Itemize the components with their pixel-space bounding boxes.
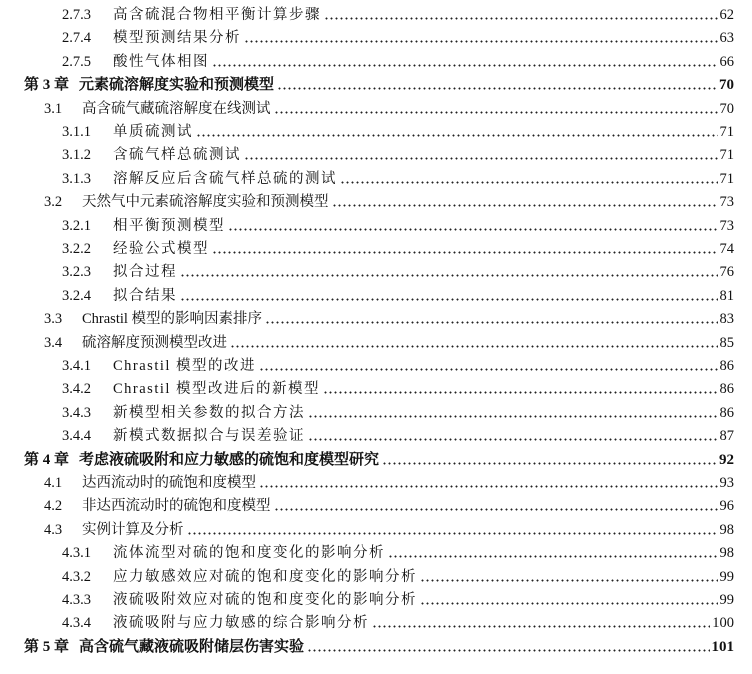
dot-leader — [372, 625, 710, 628]
toc-entry-title: Chrastil 模型的影响因素排序 — [82, 311, 263, 328]
toc-entry-page-number: 100 — [712, 615, 734, 632]
toc-entry-title: 流体流型对硫的饱和度变化的影响分析 — [113, 545, 385, 562]
toc-entry-number: 3.4.3 — [62, 404, 91, 421]
toc-entry-title: 拟合结果 — [113, 287, 177, 304]
toc-entry-title: 高含硫混合物相平衡计算步骤 — [113, 7, 321, 23]
toc-entry-number: 4.2 — [44, 498, 63, 515]
toc-subsection-entry[interactable] — [62, 215, 734, 238]
toc-entry-number: 3.4.2 — [62, 381, 91, 398]
toc-subsection-entry[interactable] — [62, 425, 734, 448]
toc-entry-page-number: 93 — [719, 475, 734, 491]
toc-entry-number: 4.3 — [44, 521, 63, 538]
toc-entry-page-number: 86 — [719, 404, 734, 421]
toc-entry-title: Chrastil 模型的改进 — [113, 358, 257, 374]
toc-entry-number: 第 3 章 — [24, 77, 70, 94]
toc-entry-title: 高含硫气藏硫溶解度在线测试 — [82, 100, 271, 117]
dot-leader — [265, 321, 717, 324]
dot-leader — [323, 391, 717, 394]
toc-entry-number: 3.3 — [44, 311, 63, 328]
toc-chapter-entry[interactable] — [24, 636, 734, 659]
toc-entry-number: 3.2.4 — [62, 287, 91, 304]
toc-subsection-entry[interactable] — [62, 612, 734, 635]
toc-entry-page-number: 62 — [719, 7, 734, 23]
toc-subsection-entry[interactable] — [62, 566, 734, 589]
toc-entry-page-number: 70 — [719, 77, 734, 94]
toc-entry-title: 天然气中元素硫溶解度实验和预测模型 — [82, 194, 329, 211]
toc-subsection-entry[interactable] — [62, 285, 734, 308]
dot-leader — [180, 274, 718, 277]
dot-leader — [308, 415, 718, 418]
toc-entry-title: 拟合过程 — [113, 264, 177, 281]
toc-entry-page-number: 71 — [719, 124, 734, 140]
toc-entry-number: 3.4.1 — [62, 358, 91, 374]
toc-entry-number: 3.4 — [44, 334, 63, 351]
toc-section-entry[interactable] — [44, 191, 734, 214]
toc-entry-page-number: 66 — [719, 53, 734, 70]
toc-entry-title: 考虑液硫吸附和应力敏感的硫饱和度模型研究 — [79, 451, 380, 468]
toc-subsection-entry[interactable] — [62, 144, 734, 167]
toc-chapter-entry[interactable] — [24, 74, 734, 97]
toc-entry-number: 第 5 章 — [24, 638, 70, 655]
toc-entry-number: 4.1 — [44, 475, 63, 491]
toc-entry-number: 3.2.3 — [62, 264, 91, 281]
toc-entry-number: 3.2 — [44, 194, 63, 211]
toc-subsection-entry[interactable] — [62, 378, 734, 401]
dot-leader — [244, 157, 718, 160]
dot-leader — [230, 345, 718, 348]
toc-subsection-entry[interactable] — [62, 51, 734, 74]
toc-entry-number: 3.1.1 — [62, 124, 91, 140]
toc-entry-page-number: 99 — [719, 592, 734, 608]
dot-leader — [420, 602, 718, 605]
toc-subsection-entry[interactable] — [62, 168, 734, 191]
dot-leader — [324, 17, 718, 20]
toc-section-entry[interactable] — [44, 308, 734, 331]
toc-entry-title: 非达西流动时的硫饱和度模型 — [82, 498, 271, 515]
toc-subsection-entry[interactable] — [62, 27, 734, 50]
toc-entry-page-number: 83 — [719, 311, 734, 328]
dot-leader — [244, 40, 718, 43]
toc-entry-page-number: 96 — [719, 498, 734, 515]
toc-entry-title: 酸性气体相图 — [113, 53, 209, 70]
dot-leader — [196, 134, 718, 137]
toc-subsection-entry[interactable] — [62, 121, 734, 144]
toc-subsection-entry[interactable] — [62, 589, 734, 612]
toc-entry-page-number: 92 — [719, 451, 734, 468]
toc-entry-title: 模型预测结果分析 — [113, 30, 241, 47]
toc-entry-page-number: 63 — [719, 30, 734, 47]
toc-entry-number: 4.3.3 — [62, 592, 91, 608]
toc-subsection-entry[interactable] — [62, 261, 734, 284]
toc-entry-page-number: 70 — [719, 100, 734, 117]
toc-entry-page-number: 86 — [719, 358, 734, 374]
toc-entry-number: 4.3.4 — [62, 615, 91, 632]
toc-entry-page-number: 98 — [719, 521, 734, 538]
dot-leader — [274, 111, 718, 114]
toc-entry-number: 4.3.2 — [62, 568, 91, 585]
toc-entry-page-number: 81 — [719, 287, 734, 304]
toc-section-entry[interactable] — [44, 472, 734, 495]
toc-entry-title: 实例计算及分析 — [82, 521, 184, 538]
toc-entry-page-number: 74 — [719, 241, 734, 257]
toc-entry-title: 应力敏感效应对硫的饱和度变化的影响分析 — [113, 568, 417, 585]
toc-entry-number: 3.1 — [44, 100, 63, 117]
toc-chapter-entry[interactable] — [24, 449, 734, 472]
toc-entry-page-number: 85 — [719, 334, 734, 351]
toc-subsection-entry[interactable] — [62, 238, 734, 261]
toc-entry-number: 2.7.4 — [62, 30, 91, 47]
toc-entry-page-number: 73 — [719, 217, 734, 234]
toc-section-entry[interactable] — [44, 332, 734, 355]
toc-entry-title: 经验公式模型 — [113, 241, 209, 257]
dot-leader — [180, 298, 718, 301]
toc-entry-page-number: 98 — [719, 545, 734, 562]
dot-leader — [228, 228, 718, 231]
toc-entry-number: 2.7.3 — [62, 7, 91, 23]
toc-entry-number: 第 4 章 — [24, 451, 70, 468]
toc-entry-title: 元素硫溶解度实验和预测模型 — [79, 77, 275, 94]
toc-entry-page-number: 71 — [719, 147, 734, 164]
toc-entry-title: 含硫气样总硫测试 — [113, 147, 241, 164]
toc-entry-title: 硫溶解度预测模型改进 — [82, 334, 227, 351]
toc-entry-number: 3.2.2 — [62, 241, 91, 257]
toc-entry-page-number: 73 — [719, 194, 734, 211]
dot-leader — [382, 462, 717, 465]
toc-entry-page-number: 76 — [719, 264, 734, 281]
toc-entry-number: 2.7.5 — [62, 53, 91, 70]
dot-leader — [420, 579, 718, 582]
dot-leader — [274, 508, 718, 511]
toc-entry-title: 溶解反应后含硫气样总硫的测试 — [113, 170, 337, 187]
dot-leader — [212, 251, 718, 254]
toc-section-entry[interactable] — [44, 495, 734, 518]
dot-leader — [388, 555, 718, 558]
dot-leader — [332, 204, 718, 207]
toc-entry-title: Chrastil 模型改进后的新模型 — [113, 381, 321, 398]
toc-subsection-entry[interactable] — [62, 402, 734, 425]
toc-subsection-entry[interactable] — [62, 542, 734, 565]
dot-leader — [212, 64, 718, 67]
toc-entry-page-number: 86 — [719, 381, 734, 398]
toc-entry-number: 3.1.3 — [62, 170, 91, 187]
toc-entry-title: 液硫吸附效应对硫的饱和度变化的影响分析 — [113, 592, 417, 608]
toc-entry-page-number: 101 — [711, 638, 734, 655]
toc-entry-page-number: 87 — [719, 428, 734, 445]
dot-leader — [307, 649, 709, 652]
toc-entry-title: 高含硫气藏液硫吸附储层伤害实验 — [79, 638, 305, 655]
toc-entry-number: 3.2.1 — [62, 217, 91, 234]
toc-entry-title: 单质硫测试 — [113, 124, 193, 140]
dot-leader — [187, 532, 718, 535]
toc-entry-page-number: 99 — [719, 568, 734, 585]
toc-subsection-entry[interactable] — [62, 4, 734, 27]
dot-leader — [340, 181, 718, 184]
toc-entry-title: 达西流动时的硫饱和度模型 — [82, 475, 256, 491]
toc-entry-number: 3.1.2 — [62, 147, 91, 164]
dot-leader — [259, 368, 717, 371]
dot-leader — [259, 485, 718, 488]
toc-section-entry[interactable] — [44, 519, 734, 542]
toc-entry-page-number: 71 — [719, 170, 734, 187]
toc-section-entry[interactable] — [44, 98, 734, 121]
dot-leader — [308, 438, 718, 441]
toc-entry-number: 4.3.1 — [62, 545, 91, 562]
toc-subsection-entry[interactable] — [62, 355, 734, 378]
toc-entry-title: 液硫吸附与应力敏感的综合影响分析 — [113, 615, 369, 632]
toc-entry-number: 3.4.4 — [62, 428, 91, 445]
toc-entry-title: 新模式数据拟合与误差验证 — [113, 428, 305, 445]
dot-leader — [277, 87, 717, 90]
toc-entry-title: 相平衡预测模型 — [113, 217, 225, 234]
toc-entry-title: 新模型相关参数的拟合方法 — [113, 404, 305, 421]
